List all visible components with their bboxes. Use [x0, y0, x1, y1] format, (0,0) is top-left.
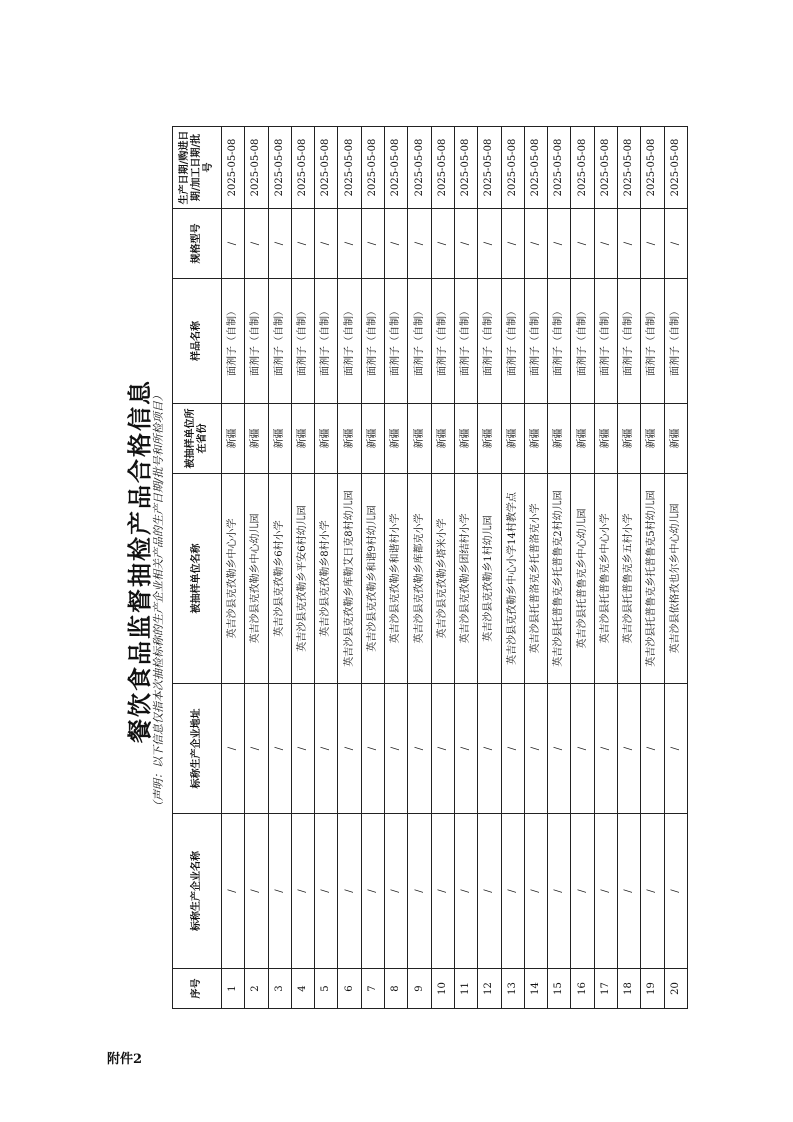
cell-sampled-unit: 英吉沙县克孜勒乡中心小学14村教学点 [501, 474, 524, 684]
table-row [385, 127, 408, 1009]
cell-manufacturer-name: / [454, 814, 477, 969]
statement-note: （声明：以下信息仅指本次抽检标称的生产企业相关产品的生产日期/批号和所检项目） [152, 390, 165, 812]
cell-sampled-unit: 英吉沙县克孜勒乡中心幼儿园 [245, 474, 268, 684]
cell-manufacturer-name: / [664, 814, 687, 969]
cell-index: 7 [361, 969, 384, 1009]
cell-sample-name: 面剂子（自制） [594, 279, 617, 404]
table-row [291, 127, 314, 1009]
cell-sampled-unit: 英吉沙县克孜勒乡和谐村小学 [385, 474, 408, 684]
cell-sampled-unit: 英吉沙县依格孜也尔乡中心幼儿园 [664, 474, 687, 684]
cell-date: 2025-05-08 [315, 127, 338, 209]
cell-sample-name: 面剂子（自制） [664, 279, 687, 404]
cell-date: 2025-05-08 [268, 127, 291, 209]
cell-manufacturer-address: / [571, 684, 594, 814]
cell-spec: / [338, 209, 361, 279]
header-manufacturer-name: 标称生产企业名称 [173, 814, 222, 969]
cell-spec: / [454, 209, 477, 279]
cell-manufacturer-address: / [431, 684, 454, 814]
cell-index: 3 [268, 969, 291, 1009]
cell-sample-name: 面剂子（自制） [315, 279, 338, 404]
cell-sampled-unit: 英吉沙县克孜勒乡库勒艾日克8村幼儿园 [338, 474, 361, 684]
table-row [361, 127, 384, 1009]
cell-province: 新疆 [524, 404, 547, 474]
cell-sample-name: 面剂子（自制） [268, 279, 291, 404]
table-row [594, 127, 617, 1009]
cell-sample-name: 面剂子（自制） [385, 279, 408, 404]
cell-spec: / [222, 209, 245, 279]
cell-manufacturer-name: / [641, 814, 664, 969]
cell-sampled-unit: 英吉沙县克孜勒乡中心小学 [222, 474, 245, 684]
document-title: 餐饮食品监督抽检产品合格信息 [125, 379, 154, 743]
cell-date: 2025-05-08 [291, 127, 314, 209]
cell-manufacturer-name: / [338, 814, 361, 969]
cell-date: 2025-05-08 [641, 127, 664, 209]
annex-label: 附件2 [107, 1052, 143, 1067]
cell-date: 2025-05-08 [594, 127, 617, 209]
cell-sampled-unit: 英吉沙县托普鲁克乡中心幼儿园 [571, 474, 594, 684]
cell-province: 新疆 [245, 404, 268, 474]
cell-sample-name: 面剂子（自制） [245, 279, 268, 404]
cell-sampled-unit: 英吉沙县克孜勒乡8村小学 [315, 474, 338, 684]
cell-index: 2 [245, 969, 268, 1009]
cell-province: 新疆 [664, 404, 687, 474]
results-table [172, 126, 688, 1009]
cell-province: 新疆 [315, 404, 338, 474]
cell-manufacturer-name: / [385, 814, 408, 969]
cell-sampled-unit: 英吉沙县克孜勒乡6村小学 [268, 474, 291, 684]
cell-sampled-unit: 英吉沙县托普洛克乡托普洛克小学 [524, 474, 547, 684]
table-row [641, 127, 664, 1009]
cell-spec: / [664, 209, 687, 279]
cell-manufacturer-address: / [594, 684, 617, 814]
cell-sample-name: 面剂子（自制） [408, 279, 431, 404]
cell-manufacturer-name: / [268, 814, 291, 969]
cell-spec: / [501, 209, 524, 279]
cell-manufacturer-address: / [268, 684, 291, 814]
cell-index: 1 [222, 969, 245, 1009]
cell-index: 17 [594, 969, 617, 1009]
cell-sample-name: 面剂子（自制） [454, 279, 477, 404]
cell-date: 2025-05-08 [361, 127, 384, 209]
cell-sample-name: 面剂子（自制） [641, 279, 664, 404]
cell-manufacturer-name: / [408, 814, 431, 969]
cell-spec: / [315, 209, 338, 279]
cell-manufacturer-address: / [641, 684, 664, 814]
cell-sampled-unit: 英吉沙县克孜勒乡1村幼儿园 [478, 474, 501, 684]
cell-spec: / [641, 209, 664, 279]
cell-manufacturer-address: / [385, 684, 408, 814]
cell-manufacturer-address: / [501, 684, 524, 814]
table-row [501, 127, 524, 1009]
header-province: 被抽样单位所在省份 [173, 404, 222, 474]
cell-sample-name: 面剂子（自制） [501, 279, 524, 404]
cell-province: 新疆 [222, 404, 245, 474]
cell-sampled-unit: 英吉沙县克孜勒乡库都克小学 [408, 474, 431, 684]
cell-province: 新疆 [641, 404, 664, 474]
cell-province: 新疆 [454, 404, 477, 474]
cell-sample-name: 面剂子（自制） [291, 279, 314, 404]
cell-date: 2025-05-08 [408, 127, 431, 209]
cell-manufacturer-address: / [454, 684, 477, 814]
cell-manufacturer-address: / [548, 684, 571, 814]
cell-province: 新疆 [361, 404, 384, 474]
cell-manufacturer-name: / [618, 814, 641, 969]
cell-spec: / [408, 209, 431, 279]
cell-spec: / [548, 209, 571, 279]
cell-sample-name: 面剂子（自制） [478, 279, 501, 404]
cell-spec: / [385, 209, 408, 279]
cell-manufacturer-address: / [664, 684, 687, 814]
table-header-row [173, 127, 222, 1009]
table-row [454, 127, 477, 1009]
cell-manufacturer-address: / [408, 684, 431, 814]
cell-manufacturer-name: / [315, 814, 338, 969]
cell-index: 18 [618, 969, 641, 1009]
cell-manufacturer-address: / [361, 684, 384, 814]
cell-index: 5 [315, 969, 338, 1009]
table-row [268, 127, 291, 1009]
cell-sample-name: 面剂子（自制） [222, 279, 245, 404]
cell-spec: / [431, 209, 454, 279]
table-row [664, 127, 687, 1009]
cell-date: 2025-05-08 [524, 127, 547, 209]
cell-index: 6 [338, 969, 361, 1009]
header-index: 序号 [173, 969, 222, 1009]
cell-index: 20 [664, 969, 687, 1009]
table-row [315, 127, 338, 1009]
header-manufacturer-address: 标称生产企业地址 [173, 684, 222, 814]
table-row [245, 127, 268, 1009]
cell-date: 2025-05-08 [245, 127, 268, 209]
cell-index: 14 [524, 969, 547, 1009]
cell-manufacturer-address: / [618, 684, 641, 814]
cell-manufacturer-name: / [245, 814, 268, 969]
cell-manufacturer-address: / [478, 684, 501, 814]
table-row [618, 127, 641, 1009]
cell-index: 11 [454, 969, 477, 1009]
cell-spec: / [268, 209, 291, 279]
cell-sample-name: 面剂子（自制） [524, 279, 547, 404]
cell-index: 8 [385, 969, 408, 1009]
cell-province: 新疆 [548, 404, 571, 474]
cell-sampled-unit: 英吉沙县克孜勒乡塔米小学 [431, 474, 454, 684]
cell-manufacturer-name: / [431, 814, 454, 969]
cell-manufacturer-address: / [291, 684, 314, 814]
table-row [548, 127, 571, 1009]
cell-date: 2025-05-08 [501, 127, 524, 209]
cell-date: 2025-05-08 [338, 127, 361, 209]
cell-sampled-unit: 英吉沙县克孜勒乡和谐9村幼儿园 [361, 474, 384, 684]
cell-sampled-unit: 英吉沙县托普鲁克乡托普鲁克5村幼儿园 [641, 474, 664, 684]
cell-sample-name: 面剂子（自制） [361, 279, 384, 404]
cell-spec: / [594, 209, 617, 279]
cell-manufacturer-address: / [222, 684, 245, 814]
cell-sampled-unit: 英吉沙县托普鲁克乡托普鲁克2村幼儿园 [548, 474, 571, 684]
cell-province: 新疆 [408, 404, 431, 474]
cell-index: 16 [571, 969, 594, 1009]
cell-spec: / [361, 209, 384, 279]
header-sampled-unit: 被抽样单位名称 [173, 474, 222, 684]
cell-manufacturer-name: / [361, 814, 384, 969]
cell-manufacturer-name: / [501, 814, 524, 969]
cell-province: 新疆 [431, 404, 454, 474]
cell-date: 2025-05-08 [664, 127, 687, 209]
cell-province: 新疆 [501, 404, 524, 474]
cell-date: 2025-05-08 [571, 127, 594, 209]
cell-sample-name: 面剂子（自制） [548, 279, 571, 404]
cell-sampled-unit: 英吉沙县克孜勒乡团结村小学 [454, 474, 477, 684]
cell-manufacturer-name: / [222, 814, 245, 969]
cell-province: 新疆 [571, 404, 594, 474]
cell-manufacturer-name: / [571, 814, 594, 969]
cell-date: 2025-05-08 [548, 127, 571, 209]
cell-index: 15 [548, 969, 571, 1009]
cell-index: 10 [431, 969, 454, 1009]
cell-spec: / [245, 209, 268, 279]
cell-manufacturer-name: / [478, 814, 501, 969]
cell-manufacturer-address: / [315, 684, 338, 814]
cell-index: 13 [501, 969, 524, 1009]
cell-spec: / [291, 209, 314, 279]
cell-sample-name: 面剂子（自制） [431, 279, 454, 404]
cell-province: 新疆 [268, 404, 291, 474]
cell-index: 9 [408, 969, 431, 1009]
cell-spec: / [618, 209, 641, 279]
cell-manufacturer-address: / [524, 684, 547, 814]
cell-province: 新疆 [291, 404, 314, 474]
cell-sampled-unit: 英吉沙县托普鲁克乡五村小学 [618, 474, 641, 684]
cell-sample-name: 面剂子（自制） [338, 279, 361, 404]
cell-date: 2025-05-08 [385, 127, 408, 209]
cell-sample-name: 面剂子（自制） [571, 279, 594, 404]
cell-date: 2025-05-08 [222, 127, 245, 209]
cell-index: 12 [478, 969, 501, 1009]
cell-manufacturer-name: / [524, 814, 547, 969]
cell-province: 新疆 [338, 404, 361, 474]
cell-index: 4 [291, 969, 314, 1009]
table-row [222, 127, 245, 1009]
cell-spec: / [478, 209, 501, 279]
header-spec: 规格型号 [173, 209, 222, 279]
cell-manufacturer-address: / [245, 684, 268, 814]
table-row [338, 127, 361, 1009]
cell-manufacturer-name: / [548, 814, 571, 969]
table-row [431, 127, 454, 1009]
cell-date: 2025-05-08 [454, 127, 477, 209]
table-row [571, 127, 594, 1009]
header-date: 生产日期/购进日期/加工日期/批号 [173, 127, 222, 209]
table-row [408, 127, 431, 1009]
cell-sample-name: 面剂子（自制） [618, 279, 641, 404]
header-sample-name: 样品名称 [173, 279, 222, 404]
cell-spec: / [571, 209, 594, 279]
table-row [524, 127, 547, 1009]
cell-manufacturer-name: / [291, 814, 314, 969]
cell-date: 2025-05-08 [618, 127, 641, 209]
cell-manufacturer-address: / [338, 684, 361, 814]
cell-province: 新疆 [618, 404, 641, 474]
cell-sampled-unit: 英吉沙县托普鲁克乡中心小学 [594, 474, 617, 684]
cell-province: 新疆 [594, 404, 617, 474]
cell-province: 新疆 [478, 404, 501, 474]
cell-spec: / [524, 209, 547, 279]
cell-date: 2025-05-08 [478, 127, 501, 209]
table-row [478, 127, 501, 1009]
cell-province: 新疆 [385, 404, 408, 474]
cell-date: 2025-05-08 [431, 127, 454, 209]
cell-manufacturer-name: / [594, 814, 617, 969]
cell-index: 19 [641, 969, 664, 1009]
cell-sampled-unit: 英吉沙县克孜勒乡平安6村幼儿园 [291, 474, 314, 684]
